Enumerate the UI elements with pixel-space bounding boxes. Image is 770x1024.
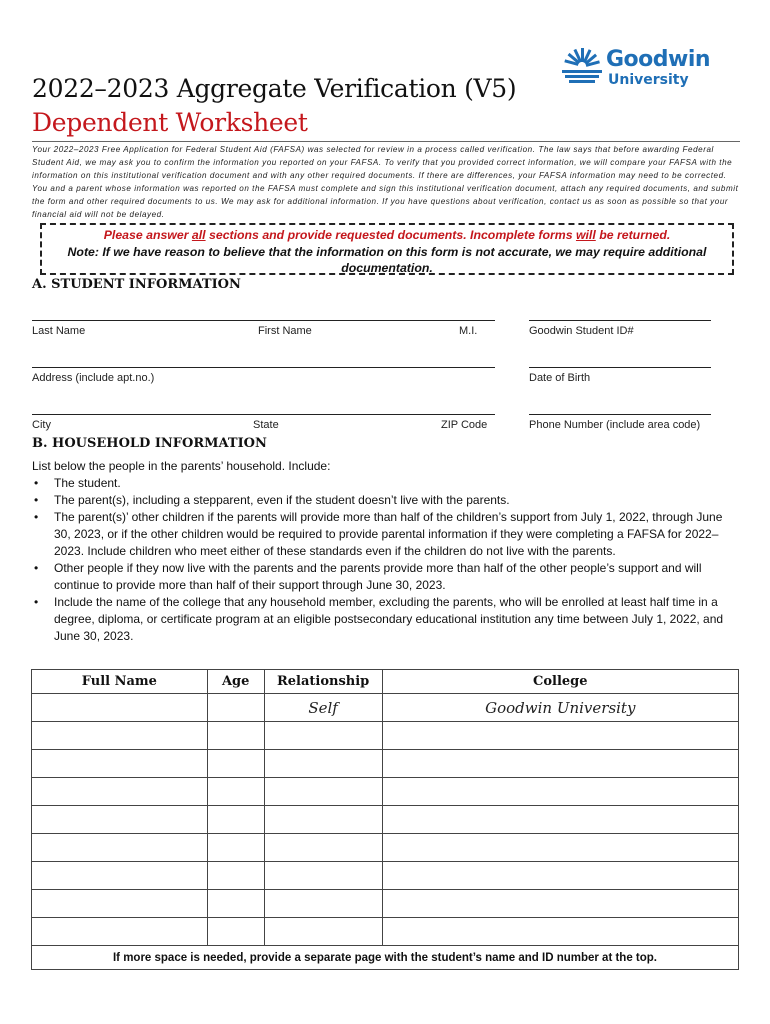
age-cell[interactable] xyxy=(207,778,264,806)
list-item: • The parent(s)’ other children if the parents will provide more than half of the children’s support from July 1, 2022, through June 30, 2023, or if the other children would be required to provide parental information if they were completing a FAFSA for 2022–2023. Include children who meet either of these standards even if the children do not live with the parents. xyxy=(32,509,742,560)
city-state-zip-input-line[interactable] xyxy=(32,414,495,415)
relationship-cell[interactable]: Self xyxy=(264,694,382,722)
name-cell[interactable] xyxy=(32,834,208,862)
address-input-line[interactable] xyxy=(32,367,495,368)
college-cell[interactable]: Goodwin University xyxy=(382,694,738,722)
goodwin-logo xyxy=(560,44,710,92)
notice-line-1: Please answer all sections and provide requested documents. Incomplete forms will be returned. xyxy=(103,228,671,242)
name-cell[interactable] xyxy=(32,890,208,918)
city-label: City xyxy=(32,419,51,431)
relationship-cell[interactable] xyxy=(264,750,382,778)
name-cell[interactable] xyxy=(32,918,208,946)
list-item: • The parent(s), including a stepparent, even if the student doesn’t live with the parents. xyxy=(32,492,742,509)
table-row xyxy=(32,918,739,946)
relationship-cell[interactable] xyxy=(264,862,382,890)
household-table xyxy=(31,669,739,970)
college-cell[interactable] xyxy=(382,862,738,890)
col-header-full-name: Full Name xyxy=(32,670,208,694)
relationship-cell[interactable] xyxy=(264,722,382,750)
name-cell[interactable] xyxy=(32,778,208,806)
phone-input-line[interactable] xyxy=(529,414,711,415)
household-instructions xyxy=(32,458,742,645)
college-cell[interactable] xyxy=(382,722,738,750)
mi-label: M.I. xyxy=(459,325,478,337)
table-header-row xyxy=(32,670,739,694)
section-b-heading: B. HOUSEHOLD INFORMATION xyxy=(32,436,267,451)
table-row xyxy=(32,862,739,890)
first-name-label: First Name xyxy=(258,325,312,337)
col-header-college: College xyxy=(382,670,738,694)
age-cell[interactable] xyxy=(207,862,264,890)
relationship-cell[interactable] xyxy=(264,778,382,806)
age-cell[interactable] xyxy=(207,806,264,834)
list-item: • Other people if they now live with the parents and the parents provide more than half of the other people’s support and will continue to provide more than half of their support through June 30, 2023. xyxy=(32,560,742,594)
name-cell[interactable] xyxy=(32,806,208,834)
relationship-cell[interactable] xyxy=(264,918,382,946)
college-cell[interactable] xyxy=(382,750,738,778)
address-label: Address (include apt.no.) xyxy=(32,372,155,384)
table-row xyxy=(32,834,739,862)
logo-wordmark: Goodwin xyxy=(606,47,711,72)
name-cell[interactable] xyxy=(32,694,208,722)
last-name-label: Last Name xyxy=(32,325,86,337)
table-row xyxy=(32,694,739,722)
name-cell[interactable] xyxy=(32,862,208,890)
dob-label: Date of Birth xyxy=(529,372,591,384)
state-label: State xyxy=(253,419,279,431)
college-cell[interactable] xyxy=(382,806,738,834)
page-subtitle: Dependent Worksheet xyxy=(32,108,308,137)
relationship-cell[interactable] xyxy=(264,890,382,918)
student-id-label: Goodwin Student ID# xyxy=(529,325,634,337)
phone-label: Phone Number (include area code) xyxy=(529,419,701,431)
age-cell[interactable] xyxy=(207,694,264,722)
table-row xyxy=(32,806,739,834)
college-cell[interactable] xyxy=(382,834,738,862)
section-a-heading: A. STUDENT INFORMATION xyxy=(32,277,241,292)
sunburst-icon xyxy=(560,46,604,86)
college-cell[interactable] xyxy=(382,890,738,918)
intro-paragraph: Your 2022–2023 Free Application for Federal Student Aid (FAFSA) was selected for review in a process called verification. The law says that before awarding Federal Student Aid, we may ask you to confirm the information you reported on your FAFSA. To verify that you provided correct information, we will compare your FAFSA with the information on this institutional verification document and with any other required documents. If there are differences, your FAFSA information may need to be corrected. You and a parent whose information was reported on the FAFSA must complete and sign this institutional verification document, attach any required documents, and submit the form and other required documents to us. We may ask for additional information. If you have questions about verification, contact us as soon as possible so that your financial aid will not be delayed. xyxy=(32,145,739,219)
title-divider xyxy=(32,141,740,142)
relationship-cell[interactable] xyxy=(264,834,382,862)
college-cell[interactable] xyxy=(382,918,738,946)
notice-line-2: Note: If we have reason to believe that the information on this form is not accurate, we may require additional documentation. xyxy=(67,244,707,275)
col-header-age: Age xyxy=(207,670,264,694)
table-row xyxy=(32,778,739,806)
table-row xyxy=(32,890,739,918)
page-title: 2022–2023 Aggregate Verification (V5) xyxy=(32,74,517,103)
table-row xyxy=(32,722,739,750)
household-lead: List below the people in the parents’ household. Include: xyxy=(32,459,331,473)
name-cell[interactable] xyxy=(32,722,208,750)
notice-box xyxy=(40,223,734,275)
household-bullet-list xyxy=(32,475,742,645)
zip-label: ZIP Code xyxy=(441,419,488,431)
table-footer-note: If more space is needed, provide a separate page with the student’s name and ID number at the top. xyxy=(32,946,739,970)
age-cell[interactable] xyxy=(207,750,264,778)
student-id-input-line[interactable] xyxy=(529,320,711,321)
age-cell[interactable] xyxy=(207,890,264,918)
age-cell[interactable] xyxy=(207,834,264,862)
table-row xyxy=(32,750,739,778)
list-item: • The student. xyxy=(32,475,742,492)
college-cell[interactable] xyxy=(382,778,738,806)
name-cell[interactable] xyxy=(32,750,208,778)
age-cell[interactable] xyxy=(207,918,264,946)
table-footer-row xyxy=(32,946,739,970)
name-input-line[interactable] xyxy=(32,320,495,321)
logo-subtitle: University xyxy=(608,72,689,88)
relationship-cell[interactable] xyxy=(264,806,382,834)
dob-input-line[interactable] xyxy=(529,367,711,368)
list-item: • Include the name of the college that any household member, excluding the parents, who will be enrolled at least half time in a degree, diploma, or certificate program at an eligible postsecondary educational institution any time between July 1, 2022, and June 30, 2023. xyxy=(32,594,742,645)
age-cell[interactable] xyxy=(207,722,264,750)
col-header-relationship: Relationship xyxy=(264,670,382,694)
